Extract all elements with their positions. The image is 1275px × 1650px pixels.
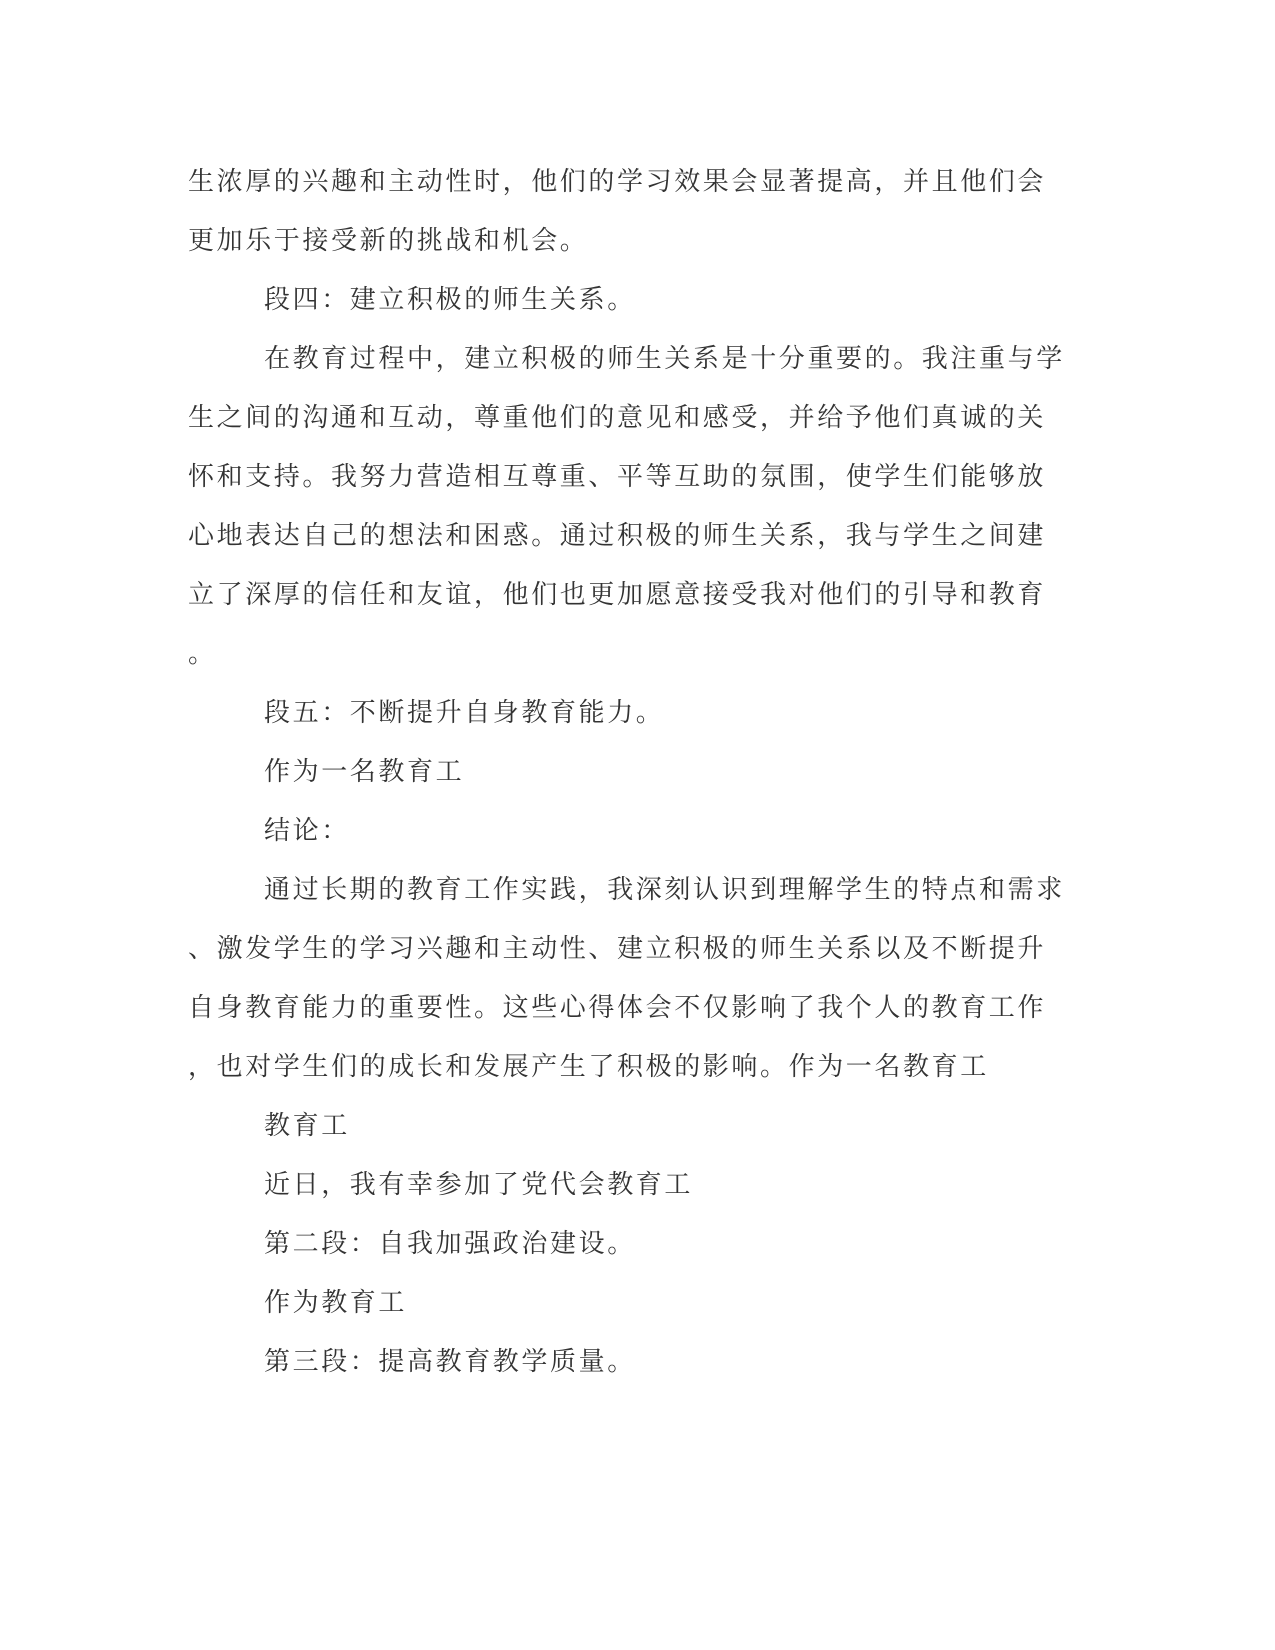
- text-line: 、激发学生的学习兴趣和主动性、建立积极的师生关系以及不断提升: [188, 934, 1047, 964]
- text-line: ，也对学生们的成长和发展产生了积极的影响。作为一名教育工: [188, 1052, 989, 1082]
- text-line: 通过长期的教育工作实践，我深刻认识到理解学生的特点和需求: [264, 875, 1065, 905]
- text-line: 更加乐于接受新的挑战和机会。: [188, 226, 589, 256]
- section-heading-2: 第二段：自我加强政治建设。: [264, 1229, 636, 1259]
- text-line: 作为教育工: [264, 1288, 408, 1318]
- text-line: 自身教育能力的重要性。这些心得体会不仅影响了我个人的教育工作: [188, 993, 1047, 1023]
- text-line: 立了深厚的信任和友谊，他们也更加愿意接受我对他们的引导和教育: [188, 580, 1047, 610]
- text-line: 教育工: [264, 1111, 350, 1141]
- text-line: 在教育过程中，建立积极的师生关系是十分重要的。我注重与学: [264, 344, 1065, 374]
- section-heading-4: 段四：建立积极的师生关系。: [264, 285, 636, 315]
- text-line: 生浓厚的兴趣和主动性时，他们的学习效果会显著提高，并且他们会: [188, 167, 1047, 197]
- section-heading-3: 第三段：提高教育教学质量。: [264, 1347, 636, 1377]
- conclusion-heading: 结论：: [264, 816, 350, 846]
- section-heading-5: 段五：不断提升自身教育能力。: [264, 698, 665, 728]
- text-line: 作为一名教育工: [264, 757, 465, 787]
- text-line: 。: [188, 639, 217, 669]
- text-line: 近日，我有幸参加了党代会教育工: [264, 1170, 694, 1200]
- text-line: 怀和支持。我努力营造相互尊重、平等互助的氛围，使学生们能够放: [188, 462, 1047, 492]
- text-line: 生之间的沟通和互动，尊重他们的意见和感受，并给予他们真诚的关: [188, 403, 1047, 433]
- text-line: 心地表达自己的想法和困惑。通过积极的师生关系，我与学生之间建: [188, 521, 1047, 551]
